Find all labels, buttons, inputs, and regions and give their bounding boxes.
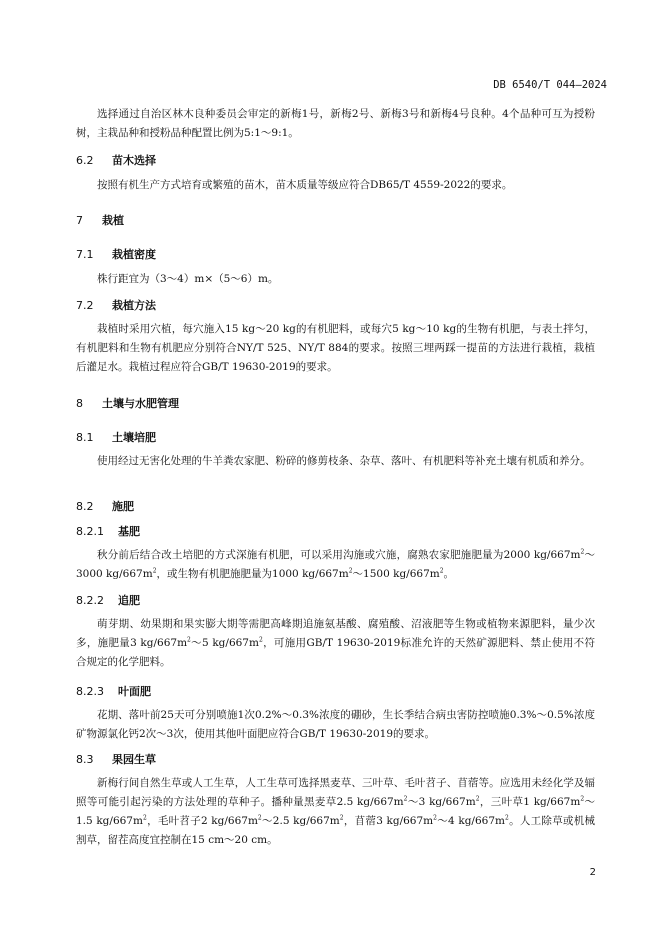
- section-8-2-2-text: 萌芽期、幼果期和果实膨大期等需肥高峰期追施氨基酸、腐殖酸、沼液肥等生物或植物来源肥料，量少次多，施肥量3 $kg/667m^2\sim 5$ $kg/667m^2$，可施用GB/T 19630-2019标准允许的天然矿源肥料、禁止使用不符合规定的化学肥料。: [76, 618, 596, 668]
- section-7-2-text: 栽植时采用穴植，每穴施入15 kg～20 kg的有机肥料，或每穴5 kg～10 kg的生物有机肥，与表土拌匀，有机肥料和生物有机肥应分别符合NY/T 525、NY/T 884的要求。按照三埋两踩一提苗的方法进行栽植，栽植后灌足水。栽植过程应符合GB/T 19630-2019的要求。: [76, 323, 595, 373]
- section-8-heading: [76, 395, 179, 411]
- section-title: 栽植方法: [112, 299, 156, 312]
- section-title: 果园生草: [112, 753, 156, 766]
- section-number: 8.2: [76, 500, 94, 513]
- section-8-2-1-heading: [76, 523, 140, 539]
- section-title: 基肥: [118, 525, 140, 538]
- section-title: 栽植: [102, 214, 124, 227]
- superscript-2: 2: [152, 567, 157, 575]
- section-8-3-heading: [76, 751, 156, 767]
- superscript-2: 2: [339, 814, 344, 822]
- section-number: 8.2.1: [76, 525, 104, 538]
- section-number: 8.3: [76, 753, 94, 766]
- section-7-2-heading: [76, 297, 156, 313]
- section-number: 7.2: [76, 299, 94, 312]
- section-title: 施肥: [112, 500, 134, 513]
- section-8-2-3-text: 花期、落叶前25天可分别喷施1次0.2%～0.3%浓度的硼砂，生长季结合病虫害防控喷施0.3%～0.5%浓度矿物源氯化钙2次～3次，使用其他叶面肥应符合GB/T 19630-2019的要求。: [76, 709, 595, 740]
- superscript-2: 2: [142, 814, 147, 822]
- section-number: 8: [76, 397, 83, 410]
- superscript-2: 2: [475, 795, 480, 803]
- document-code: DB 6540/T 044—2024: [493, 79, 607, 91]
- section-7-1-heading: [76, 246, 156, 262]
- section-number: 8.1: [76, 431, 94, 444]
- section-6-2-text: 按照有机生产方式培育或繁殖的苗木，苗木质量等级应符合DB65/T 4559-2022的要求。: [97, 179, 513, 191]
- section-title: 苗木选择: [112, 154, 156, 167]
- section-title: 栽植密度: [112, 248, 156, 261]
- section-number: 6.2: [76, 154, 94, 167]
- section-number: 7: [76, 214, 83, 227]
- superscript-2: 2: [348, 567, 353, 575]
- superscript-2: 2: [580, 795, 585, 803]
- superscript-2: 2: [258, 636, 263, 644]
- section-8-2-heading: [76, 498, 134, 514]
- section-8-2-1-text: 秋分前后结合改土培肥的方式深施有机肥，可以采用沟施或穴施，腐熟农家肥施肥量为2000 $kg/667m^2\sim 3000$ $kg/667m^2$，或生物有机肥施肥量为1000 $kg/667m^2\sim 1500$ $kg/667m^2$。: [76, 548, 595, 580]
- section-8-1-text: 使用经过无害化处理的牛羊粪农家肥、粉碎的修剪枝条、杂草、落叶、有机肥料等补充土壤有机质和养分。: [97, 455, 591, 467]
- superscript-2: 2: [187, 636, 191, 644]
- section-title: 叶面肥: [118, 685, 151, 698]
- section-title: 土壤与水肥管理: [102, 397, 179, 410]
- superscript-2: 2: [439, 567, 444, 575]
- section-number: 8.2.2: [76, 594, 104, 607]
- section-title: 追肥: [118, 594, 140, 607]
- section-6-2-heading: [76, 152, 156, 168]
- section-7-heading: [76, 212, 124, 228]
- superscript-2: 2: [580, 548, 585, 556]
- section-8-1-heading: [76, 429, 156, 445]
- section-8-2-3-heading: [76, 683, 151, 699]
- section-number: 7.1: [76, 248, 94, 261]
- section-8-2-2-heading: [76, 592, 140, 608]
- superscript-2: 2: [504, 814, 509, 822]
- superscript-2: 2: [403, 795, 408, 803]
- intro-paragraph: 选择通过自治区林木良种委员会审定的新梅1号，新梅2号、新梅3号和新梅4号良种。4个品种可互为授粉树，主栽品种和授粉品种配置比例为5:1～9:1。: [76, 108, 595, 139]
- section-number: 8.2.3: [76, 685, 104, 698]
- section-8-3-text: 新梅行间自然生草或人工生草，人工生草可选择黑麦草、三叶草、毛叶苕子、苜蓿等。应选用未经化学及辐照等可能引起污染的方法处理的草种子。播种量黑麦草2.5 $kg/667m^2\sim 3$ $kg/667m^2$，三叶草1 $kg/667m^2\sim 1.5$ $kg/667m^2$，毛叶苕子2 $kg/667m^2\sim 2.5$ $kg/667m^2$，苜蓿3 $kg/667m^2\sim 4$ $kg/667m^2$。人工除草或机械割草，留茬高度宜控制在15 cm～20 cm。: [76, 777, 596, 846]
- superscript-2: 2: [257, 814, 262, 822]
- section-title: 土壤培肥: [112, 431, 156, 444]
- superscript-2: 2: [433, 814, 437, 822]
- page-number: 2: [589, 867, 596, 878]
- section-7-1-text: 株行距宜为（3～4）m×（5～6）m。: [97, 273, 279, 285]
